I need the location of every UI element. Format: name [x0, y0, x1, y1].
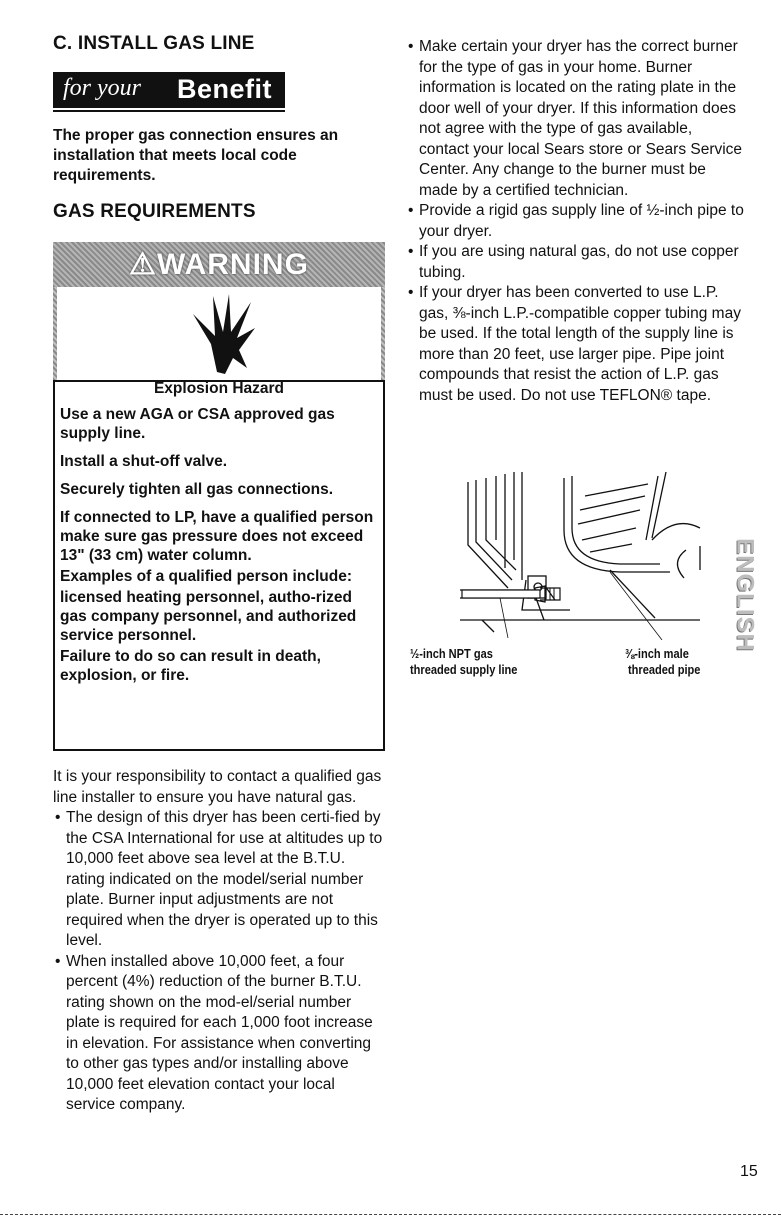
list-item: • If you are using natural gas, do not use copper tubing.	[406, 242, 744, 283]
gas-requirements-heading: GAS REQUIREMENTS	[53, 201, 256, 222]
warning-header-text: ⚠WARNING	[129, 248, 309, 281]
hazard-title: Explosion Hazard	[153, 380, 285, 397]
responsibility-paragraph: It is your responsibility to contact a qualified gas line installer to ensure you have natural gas.	[53, 768, 382, 806]
warning-side-left	[53, 287, 57, 380]
caption-left-1: ½-inch NPT gas	[410, 646, 493, 661]
english-side-tab	[731, 496, 759, 689]
list-item: • Provide a rigid gas supply line of ½-inch pipe to your dryer.	[406, 201, 744, 242]
warning-side-right	[381, 287, 385, 380]
english-side-tab-label: ENGLISH	[731, 538, 759, 652]
benefit-banner-italic: for your	[63, 75, 141, 101]
list-item: • When installed above 10,000 feet, a four percent (4%) reduction of the burner B.T.U. rating shown on the mod-el/serial number plate is required for each 1,000 foot increase in elevation. For assistance when converting to other gas types and/or installing above 10,000 feet elevation contact your local service company.	[53, 952, 388, 1116]
warning-line: Use a new AGA or CSA approved gas supply line.	[60, 406, 335, 442]
warning-line: Securely tighten all gas connections.	[60, 481, 334, 498]
caption-left-2: threaded supply line	[410, 662, 518, 677]
right-body	[406, 37, 744, 406]
benefit-banner	[53, 72, 285, 108]
explosion-icon	[189, 292, 259, 376]
warning-line: Examples of a qualified person include:	[60, 568, 352, 585]
section-heading: C. INSTALL GAS LINE	[53, 33, 255, 54]
warning-line: If connected to LP, have a qualified person make sure gas pressure does not exceed 13" (33 cm) water column.	[60, 509, 374, 564]
benefit-intro: The proper gas connection ensures an installation that meets local code requirements.	[53, 127, 339, 184]
list-item: • If your dryer has been converted to use L.P. gas, ⅜-inch L.P.-compatible copper tubing may be used. If the total length of the supply line is more than 20 feet, use larger pipe. Pipe joint compounds that resist the action of L.P. gas must be used. Do not use TEFLON® tape.	[406, 283, 744, 406]
list-item: • Make certain your dryer has the correct burner for the type of gas in your home. Burner information is located on the rating plate in the door well of your dryer. If this information does not agree with the type of gas available, contact your local Sears store or Sears Service Center. Any change to the burner must be made by a certified technician.	[406, 37, 744, 201]
caption-right-1: ⅜-inch male	[625, 646, 689, 661]
bottom-edge-rule	[0, 1214, 781, 1215]
benefit-banner-bold: Benefit	[177, 74, 273, 104]
caption-right-2: threaded pipe	[628, 662, 701, 677]
benefit-underline	[53, 110, 285, 112]
warning-line: Failure to do so can result in death, explosion, or fire.	[60, 648, 321, 684]
page-number: 15	[740, 1163, 758, 1180]
list-item: • The design of this dryer has been certi-fied by the CSA International for use at altitudes up to 10,000 feet above sea level at the B.T.U. rating indicated on the model/serial number plate. Burner input adjustments are not required when the dryer is operated up to this level.	[53, 808, 388, 952]
warning-lines	[60, 405, 380, 687]
warning-box	[53, 242, 385, 749]
warning-line: licensed heating personnel, autho-rized gas company personnel, and authorized service personnel.	[60, 589, 357, 644]
warning-line: Install a shut-off valve.	[60, 453, 228, 470]
gas-connection-diagram	[460, 470, 710, 640]
left-body	[53, 767, 388, 1116]
warning-header	[53, 242, 385, 287]
